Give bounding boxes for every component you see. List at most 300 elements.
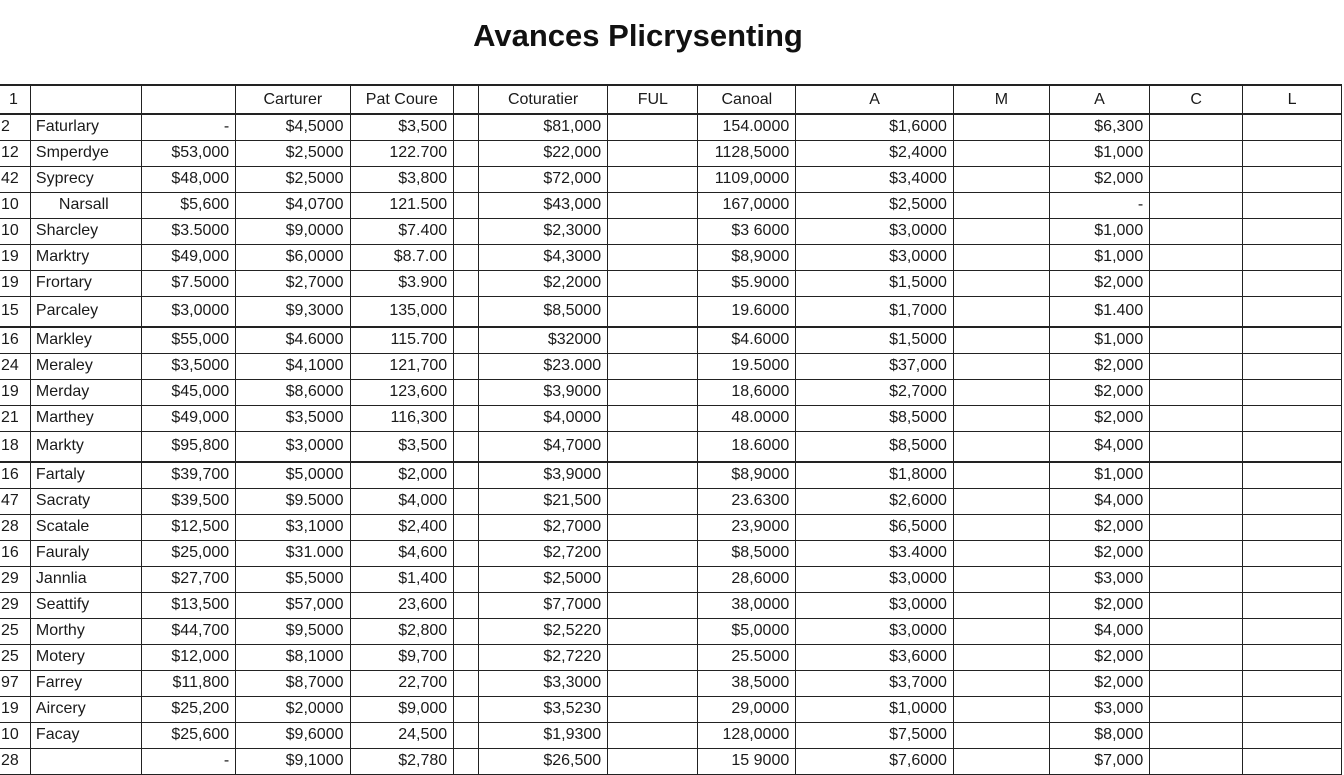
cell-e[interactable]: $2,7200 <box>478 540 607 566</box>
cell-c[interactable]: $9,0000 <box>236 218 350 244</box>
cell-f[interactable] <box>608 540 698 566</box>
cell-l[interactable] <box>1150 644 1243 670</box>
cell-l[interactable] <box>1150 192 1243 218</box>
cell-b[interactable]: $53,000 <box>141 140 236 166</box>
cell-m[interactable] <box>1243 514 1342 540</box>
cell-e[interactable]: $2,7000 <box>478 514 607 540</box>
cell-m[interactable] <box>1243 566 1342 592</box>
cell-h[interactable]: $1,7000 <box>796 296 954 327</box>
cell-b[interactable]: $27,700 <box>141 566 236 592</box>
cell-d[interactable]: $3,500 <box>350 431 454 462</box>
cell-g[interactable]: $5,0000 <box>698 618 796 644</box>
cell-c[interactable]: $3,5000 <box>236 405 350 431</box>
name-cell[interactable]: Aircery <box>30 696 141 722</box>
cell-k[interactable]: $2,000 <box>1049 592 1149 618</box>
name-cell[interactable]: Farrey <box>30 670 141 696</box>
row-number-cell[interactable]: 24 <box>0 353 30 379</box>
cell-l[interactable] <box>1150 140 1243 166</box>
cell-h[interactable]: $3,6000 <box>796 644 954 670</box>
cell-l[interactable] <box>1150 566 1243 592</box>
cell-m[interactable] <box>1243 722 1342 748</box>
cell-i[interactable] <box>953 644 1049 670</box>
cell-c[interactable]: $6,0000 <box>236 244 350 270</box>
cell-g[interactable]: 38,5000 <box>698 670 796 696</box>
cell-c[interactable]: $31.000 <box>236 540 350 566</box>
name-cell[interactable]: Sharcley <box>30 218 141 244</box>
cell-c[interactable]: $9,3000 <box>236 296 350 327</box>
cell-spacer[interactable] <box>454 244 479 270</box>
cell-g[interactable]: 48.0000 <box>698 405 796 431</box>
cell-k[interactable]: $2,000 <box>1049 644 1149 670</box>
cell-b[interactable]: $25,000 <box>141 540 236 566</box>
cell-d[interactable]: 122.700 <box>350 140 454 166</box>
cell-e[interactable]: $1,9300 <box>478 722 607 748</box>
cell-k[interactable]: $2,000 <box>1049 514 1149 540</box>
cell-c[interactable]: $4,5000 <box>236 114 350 140</box>
cell-k[interactable]: $2,000 <box>1049 166 1149 192</box>
row-number-cell[interactable]: 19 <box>0 244 30 270</box>
cell-f[interactable] <box>608 244 698 270</box>
cell-d[interactable]: $3,500 <box>350 114 454 140</box>
cell-i[interactable] <box>953 379 1049 405</box>
cell-k[interactable]: $6,300 <box>1049 114 1149 140</box>
cell-f[interactable] <box>608 114 698 140</box>
cell-d[interactable]: $4,600 <box>350 540 454 566</box>
cell-g[interactable]: 29,0000 <box>698 696 796 722</box>
cell-spacer[interactable] <box>454 270 479 296</box>
cell-h[interactable]: $3,0000 <box>796 244 954 270</box>
cell-g[interactable]: 154.0000 <box>698 114 796 140</box>
cell-c[interactable]: $5,5000 <box>236 566 350 592</box>
name-cell[interactable]: Merday <box>30 379 141 405</box>
cell-l[interactable] <box>1150 114 1243 140</box>
cell-l[interactable] <box>1150 327 1243 353</box>
row-number-cell[interactable]: 25 <box>0 618 30 644</box>
header-cell-ful[interactable]: FUL <box>608 85 698 114</box>
name-cell[interactable]: Narsall <box>30 192 141 218</box>
cell-b[interactable]: $7.5000 <box>141 270 236 296</box>
cell-e[interactable]: $7,7000 <box>478 592 607 618</box>
row-number-cell[interactable]: 10 <box>0 218 30 244</box>
name-cell[interactable]: Marktry <box>30 244 141 270</box>
cell-k[interactable]: $3,000 <box>1049 696 1149 722</box>
cell-d[interactable]: $2,780 <box>350 748 454 774</box>
cell-h[interactable]: $8,5000 <box>796 431 954 462</box>
cell-h[interactable]: $2,6000 <box>796 488 954 514</box>
cell-l[interactable] <box>1150 405 1243 431</box>
cell-i[interactable] <box>953 566 1049 592</box>
cell-l[interactable] <box>1150 462 1243 488</box>
cell-f[interactable] <box>608 748 698 774</box>
cell-i[interactable] <box>953 722 1049 748</box>
cell-f[interactable] <box>608 270 698 296</box>
cell-g[interactable]: 23.6300 <box>698 488 796 514</box>
cell-b[interactable]: - <box>141 748 236 774</box>
cell-e[interactable]: $21,500 <box>478 488 607 514</box>
name-cell[interactable]: Fartaly <box>30 462 141 488</box>
cell-m[interactable] <box>1243 244 1342 270</box>
cell-e[interactable]: $81,000 <box>478 114 607 140</box>
cell-b[interactable]: $12,000 <box>141 644 236 670</box>
cell-m[interactable] <box>1243 270 1342 296</box>
cell-l[interactable] <box>1150 270 1243 296</box>
cell-k[interactable]: $2,000 <box>1049 379 1149 405</box>
cell-k[interactable]: $1.400 <box>1049 296 1149 327</box>
cell-e[interactable]: $2,3000 <box>478 218 607 244</box>
cell-l[interactable] <box>1150 218 1243 244</box>
cell-h[interactable]: $1,6000 <box>796 114 954 140</box>
cell-i[interactable] <box>953 166 1049 192</box>
cell-b[interactable]: $39,700 <box>141 462 236 488</box>
cell-g[interactable]: $3 6000 <box>698 218 796 244</box>
cell-spacer[interactable] <box>454 748 479 774</box>
row-number-cell[interactable]: 15 <box>0 296 30 327</box>
cell-h[interactable]: $7,6000 <box>796 748 954 774</box>
row-number-cell[interactable]: 29 <box>0 592 30 618</box>
cell-c[interactable]: $4.6000 <box>236 327 350 353</box>
cell-k[interactable]: $4,000 <box>1049 618 1149 644</box>
cell-l[interactable] <box>1150 748 1243 774</box>
cell-k[interactable]: $2,000 <box>1049 270 1149 296</box>
cell-f[interactable] <box>608 431 698 462</box>
cell-b[interactable]: $3.5000 <box>141 218 236 244</box>
cell-b[interactable]: $13,500 <box>141 592 236 618</box>
cell-m[interactable] <box>1243 618 1342 644</box>
cell-l[interactable] <box>1150 722 1243 748</box>
cell-d[interactable]: 135,000 <box>350 296 454 327</box>
cell-f[interactable] <box>608 218 698 244</box>
cell-f[interactable] <box>608 696 698 722</box>
cell-f[interactable] <box>608 670 698 696</box>
cell-h[interactable]: $6,5000 <box>796 514 954 540</box>
row-number-cell[interactable]: 21 <box>0 405 30 431</box>
cell-m[interactable] <box>1243 748 1342 774</box>
cell-h[interactable]: $1,0000 <box>796 696 954 722</box>
header-cell-spacer[interactable] <box>454 85 479 114</box>
cell-b[interactable]: $11,800 <box>141 670 236 696</box>
cell-d[interactable]: 23,600 <box>350 592 454 618</box>
cell-k[interactable]: $2,000 <box>1049 670 1149 696</box>
name-cell[interactable]: Syprecy <box>30 166 141 192</box>
cell-h[interactable]: $2,7000 <box>796 379 954 405</box>
cell-m[interactable] <box>1243 218 1342 244</box>
cell-k[interactable]: $1,000 <box>1049 140 1149 166</box>
cell-m[interactable] <box>1243 488 1342 514</box>
cell-spacer[interactable] <box>454 488 479 514</box>
cell-e[interactable]: $2,7220 <box>478 644 607 670</box>
cell-m[interactable] <box>1243 696 1342 722</box>
cell-i[interactable] <box>953 462 1049 488</box>
cell-i[interactable] <box>953 405 1049 431</box>
cell-d[interactable]: $9,700 <box>350 644 454 670</box>
cell-m[interactable] <box>1243 644 1342 670</box>
cell-m[interactable] <box>1243 540 1342 566</box>
row-number-cell[interactable]: 42 <box>0 166 30 192</box>
cell-l[interactable] <box>1150 514 1243 540</box>
cell-b[interactable]: $12,500 <box>141 514 236 540</box>
cell-m[interactable] <box>1243 405 1342 431</box>
cell-k[interactable]: $4,000 <box>1049 488 1149 514</box>
cell-i[interactable] <box>953 114 1049 140</box>
cell-spacer[interactable] <box>454 670 479 696</box>
cell-f[interactable] <box>608 462 698 488</box>
cell-b[interactable]: $49,000 <box>141 405 236 431</box>
cell-spacer[interactable] <box>454 192 479 218</box>
cell-k[interactable]: $2,000 <box>1049 353 1149 379</box>
cell-h[interactable]: $1,5000 <box>796 270 954 296</box>
cell-l[interactable] <box>1150 592 1243 618</box>
cell-m[interactable] <box>1243 296 1342 327</box>
cell-spacer[interactable] <box>454 431 479 462</box>
row-number-cell[interactable]: 47 <box>0 488 30 514</box>
cell-g[interactable]: 25.5000 <box>698 644 796 670</box>
header-cell-row-number[interactable]: 1 <box>0 85 30 114</box>
row-number-cell[interactable]: 18 <box>0 431 30 462</box>
cell-k[interactable]: $8,000 <box>1049 722 1149 748</box>
cell-e[interactable]: $32000 <box>478 327 607 353</box>
cell-e[interactable]: $4,7000 <box>478 431 607 462</box>
cell-c[interactable]: $2,5000 <box>236 166 350 192</box>
cell-f[interactable] <box>608 514 698 540</box>
cell-h[interactable]: $3.4000 <box>796 540 954 566</box>
cell-f[interactable] <box>608 166 698 192</box>
header-cell-name[interactable] <box>30 85 141 114</box>
header-cell-c[interactable]: C <box>1150 85 1243 114</box>
cell-g[interactable]: 1109,0000 <box>698 166 796 192</box>
cell-spacer[interactable] <box>454 327 479 353</box>
cell-k[interactable]: $7,000 <box>1049 748 1149 774</box>
name-cell[interactable]: Sacraty <box>30 488 141 514</box>
cell-k[interactable]: $1,000 <box>1049 327 1149 353</box>
header-cell-a[interactable]: A <box>796 85 954 114</box>
cell-spacer[interactable] <box>454 166 479 192</box>
cell-f[interactable] <box>608 722 698 748</box>
cell-e[interactable]: $26,500 <box>478 748 607 774</box>
cell-e[interactable]: $3,5230 <box>478 696 607 722</box>
cell-l[interactable] <box>1150 540 1243 566</box>
cell-l[interactable] <box>1150 696 1243 722</box>
name-cell[interactable]: Morthy <box>30 618 141 644</box>
cell-m[interactable] <box>1243 379 1342 405</box>
cell-l[interactable] <box>1150 431 1243 462</box>
cell-spacer[interactable] <box>454 405 479 431</box>
cell-f[interactable] <box>608 353 698 379</box>
cell-c[interactable]: $9,1000 <box>236 748 350 774</box>
cell-spacer[interactable] <box>454 618 479 644</box>
cell-g[interactable]: 28,6000 <box>698 566 796 592</box>
cell-c[interactable]: $9,6000 <box>236 722 350 748</box>
row-number-cell[interactable]: 28 <box>0 514 30 540</box>
cell-i[interactable] <box>953 327 1049 353</box>
name-cell[interactable]: Seattify <box>30 592 141 618</box>
cell-i[interactable] <box>953 244 1049 270</box>
cell-c[interactable]: $9,5000 <box>236 618 350 644</box>
header-cell-coturatier[interactable]: Coturatier <box>478 85 607 114</box>
cell-i[interactable] <box>953 540 1049 566</box>
cell-g[interactable]: 15 9000 <box>698 748 796 774</box>
name-cell[interactable]: Meraley <box>30 353 141 379</box>
row-number-cell[interactable]: 16 <box>0 540 30 566</box>
cell-b[interactable]: $3,0000 <box>141 296 236 327</box>
cell-spacer[interactable] <box>454 114 479 140</box>
cell-b[interactable]: $25,200 <box>141 696 236 722</box>
cell-d[interactable]: $8.7.00 <box>350 244 454 270</box>
cell-m[interactable] <box>1243 140 1342 166</box>
cell-c[interactable]: $8,6000 <box>236 379 350 405</box>
cell-d[interactable]: $9,000 <box>350 696 454 722</box>
cell-spacer[interactable] <box>454 140 479 166</box>
row-number-cell[interactable]: 16 <box>0 327 30 353</box>
cell-i[interactable] <box>953 296 1049 327</box>
cell-d[interactable]: 121,700 <box>350 353 454 379</box>
cell-i[interactable] <box>953 748 1049 774</box>
cell-l[interactable] <box>1150 244 1243 270</box>
cell-h[interactable]: $3,4000 <box>796 166 954 192</box>
cell-d[interactable]: $7.400 <box>350 218 454 244</box>
cell-m[interactable] <box>1243 114 1342 140</box>
cell-g[interactable]: $5.9000 <box>698 270 796 296</box>
row-number-cell[interactable]: 19 <box>0 696 30 722</box>
cell-c[interactable]: $4,0700 <box>236 192 350 218</box>
cell-b[interactable]: $25,600 <box>141 722 236 748</box>
cell-l[interactable] <box>1150 166 1243 192</box>
cell-e[interactable]: $23.000 <box>478 353 607 379</box>
cell-i[interactable] <box>953 514 1049 540</box>
row-number-cell[interactable]: 10 <box>0 722 30 748</box>
cell-l[interactable] <box>1150 353 1243 379</box>
name-cell[interactable]: Motery <box>30 644 141 670</box>
cell-g[interactable]: 167,0000 <box>698 192 796 218</box>
cell-b[interactable]: $55,000 <box>141 327 236 353</box>
cell-g[interactable]: 38,0000 <box>698 592 796 618</box>
name-cell[interactable]: Parcaley <box>30 296 141 327</box>
cell-f[interactable] <box>608 644 698 670</box>
cell-e[interactable]: $2,5220 <box>478 618 607 644</box>
cell-g[interactable]: 128,0000 <box>698 722 796 748</box>
cell-spacer[interactable] <box>454 514 479 540</box>
cell-m[interactable] <box>1243 192 1342 218</box>
cell-c[interactable]: $5,0000 <box>236 462 350 488</box>
cell-spacer[interactable] <box>454 462 479 488</box>
cell-i[interactable] <box>953 270 1049 296</box>
cell-b[interactable]: $3,5000 <box>141 353 236 379</box>
cell-g[interactable]: 19.5000 <box>698 353 796 379</box>
cell-c[interactable]: $3,1000 <box>236 514 350 540</box>
cell-g[interactable]: 19.6000 <box>698 296 796 327</box>
header-cell-l[interactable]: L <box>1243 85 1342 114</box>
cell-m[interactable] <box>1243 353 1342 379</box>
cell-i[interactable] <box>953 431 1049 462</box>
cell-f[interactable] <box>608 405 698 431</box>
row-number-cell[interactable]: 2 <box>0 114 30 140</box>
header-cell-b[interactable] <box>141 85 236 114</box>
row-number-cell[interactable]: 28 <box>0 748 30 774</box>
cell-m[interactable] <box>1243 462 1342 488</box>
name-cell[interactable]: Scatale <box>30 514 141 540</box>
cell-b[interactable]: - <box>141 114 236 140</box>
name-cell[interactable]: Fauraly <box>30 540 141 566</box>
cell-k[interactable]: $4,000 <box>1049 431 1149 462</box>
cell-c[interactable]: $2,0000 <box>236 696 350 722</box>
cell-h[interactable]: $3,0000 <box>796 218 954 244</box>
cell-d[interactable]: $1,400 <box>350 566 454 592</box>
cell-i[interactable] <box>953 592 1049 618</box>
cell-d[interactable]: 123,600 <box>350 379 454 405</box>
cell-i[interactable] <box>953 192 1049 218</box>
cell-h[interactable]: $2,5000 <box>796 192 954 218</box>
row-number-cell[interactable]: 19 <box>0 379 30 405</box>
cell-i[interactable] <box>953 353 1049 379</box>
cell-i[interactable] <box>953 670 1049 696</box>
cell-l[interactable] <box>1150 488 1243 514</box>
cell-k[interactable]: $2,000 <box>1049 405 1149 431</box>
cell-l[interactable] <box>1150 379 1243 405</box>
name-cell[interactable]: Faturlary <box>30 114 141 140</box>
cell-f[interactable] <box>608 379 698 405</box>
cell-d[interactable]: 116,300 <box>350 405 454 431</box>
cell-g[interactable]: $8,9000 <box>698 244 796 270</box>
cell-e[interactable]: $4,3000 <box>478 244 607 270</box>
name-cell[interactable]: Facay <box>30 722 141 748</box>
cell-spacer[interactable] <box>454 296 479 327</box>
cell-m[interactable] <box>1243 166 1342 192</box>
cell-h[interactable]: $1,5000 <box>796 327 954 353</box>
cell-i[interactable] <box>953 696 1049 722</box>
cell-g[interactable]: 18.6000 <box>698 431 796 462</box>
cell-b[interactable]: $49,000 <box>141 244 236 270</box>
cell-h[interactable]: $3,0000 <box>796 592 954 618</box>
cell-f[interactable] <box>608 566 698 592</box>
cell-i[interactable] <box>953 140 1049 166</box>
cell-f[interactable] <box>608 327 698 353</box>
cell-h[interactable]: $37,000 <box>796 353 954 379</box>
cell-d[interactable]: 22,700 <box>350 670 454 696</box>
cell-k[interactable]: - <box>1049 192 1149 218</box>
cell-g[interactable]: $8,9000 <box>698 462 796 488</box>
cell-l[interactable] <box>1150 296 1243 327</box>
cell-b[interactable]: $48,000 <box>141 166 236 192</box>
name-cell[interactable]: Marthey <box>30 405 141 431</box>
cell-spacer[interactable] <box>454 566 479 592</box>
cell-m[interactable] <box>1243 431 1342 462</box>
cell-m[interactable] <box>1243 670 1342 696</box>
cell-c[interactable]: $57,000 <box>236 592 350 618</box>
cell-f[interactable] <box>608 618 698 644</box>
cell-d[interactable]: $2,000 <box>350 462 454 488</box>
cell-f[interactable] <box>608 140 698 166</box>
cell-g[interactable]: $8,5000 <box>698 540 796 566</box>
cell-d[interactable]: $2,400 <box>350 514 454 540</box>
cell-e[interactable]: $72,000 <box>478 166 607 192</box>
cell-c[interactable]: $8,1000 <box>236 644 350 670</box>
cell-e[interactable]: $43,000 <box>478 192 607 218</box>
cell-h[interactable]: $3,0000 <box>796 618 954 644</box>
cell-i[interactable] <box>953 488 1049 514</box>
row-number-cell[interactable]: 19 <box>0 270 30 296</box>
cell-c[interactable]: $8,7000 <box>236 670 350 696</box>
cell-i[interactable] <box>953 618 1049 644</box>
row-number-cell[interactable]: 16 <box>0 462 30 488</box>
cell-d[interactable]: 115.700 <box>350 327 454 353</box>
cell-g[interactable]: 18,6000 <box>698 379 796 405</box>
cell-c[interactable]: $9.5000 <box>236 488 350 514</box>
cell-d[interactable]: 24,500 <box>350 722 454 748</box>
cell-spacer[interactable] <box>454 722 479 748</box>
cell-k[interactable]: $1,000 <box>1049 218 1149 244</box>
cell-l[interactable] <box>1150 618 1243 644</box>
cell-m[interactable] <box>1243 327 1342 353</box>
cell-c[interactable]: $4,1000 <box>236 353 350 379</box>
